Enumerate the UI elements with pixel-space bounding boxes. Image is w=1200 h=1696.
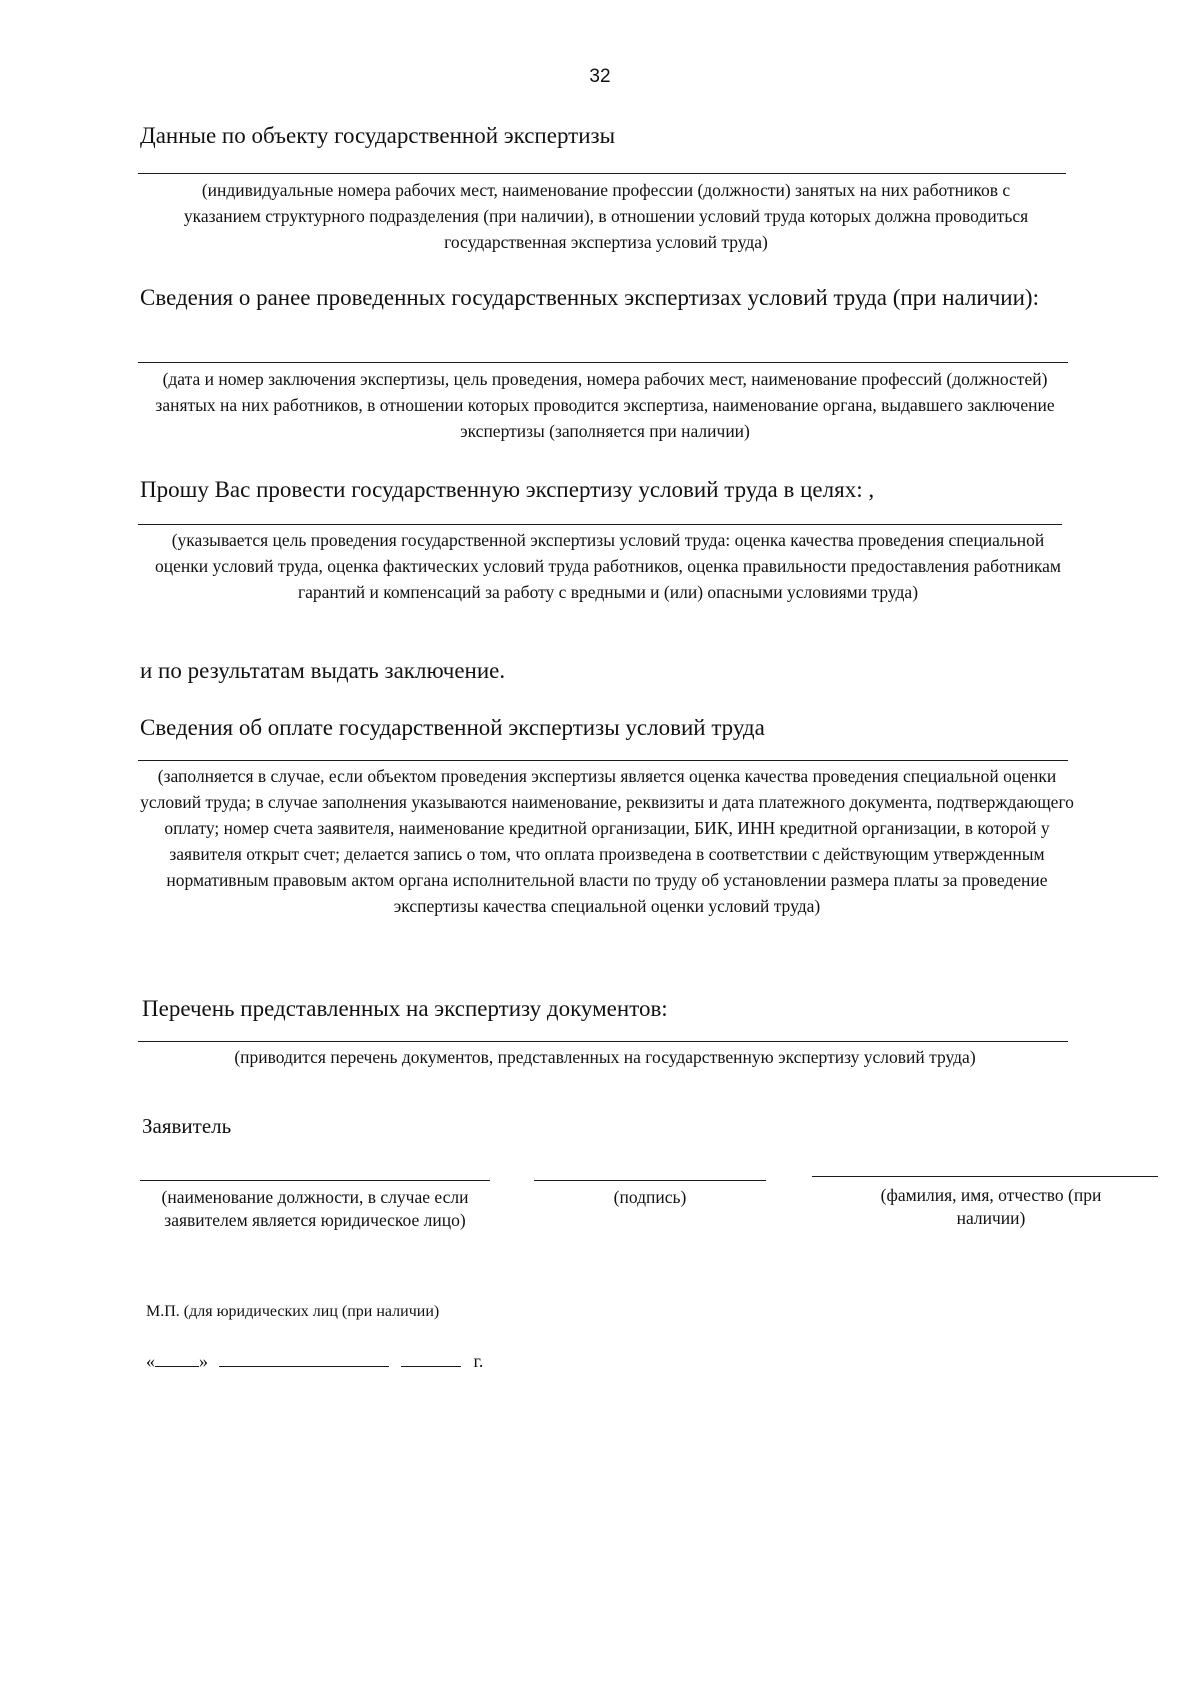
previous-fill-line[interactable]: [138, 362, 1068, 363]
object-note: (индивидуальные номера рабочих мест, наименование профессии (должности) занятых на них работников с указанием структурного подразделения (при наличии), в отношении условий труда которых должна проводиться государственная экспертиза условий труда): [183, 180, 1029, 252]
date-year-suffix: г.: [473, 1351, 484, 1371]
previous-heading: Сведения о ранее проведенных государственных экспертизах условий труда (при наличии):: [140, 285, 1039, 310]
date-year-field[interactable]: [401, 1350, 461, 1367]
page-number: 32: [589, 66, 611, 87]
position-fill-line[interactable]: [140, 1180, 490, 1181]
date-month-field[interactable]: [219, 1350, 389, 1367]
documents-fill-line[interactable]: [138, 1041, 1068, 1042]
payment-fill-line[interactable]: [138, 760, 1068, 761]
request-conclusion: и по результатам выдать заключение.: [140, 658, 506, 683]
name-caption: (фамилия, имя, отчество (при наличии): [880, 1185, 1102, 1228]
signature-caption: (подпись): [613, 1187, 687, 1207]
seal-label: М.П. (для юридических лиц (при наличии): [146, 1303, 440, 1320]
request-note: (указывается цель проведения государственной экспертизы условий труда: оценка качества проведения специальной оценки условий труда, оценка фактических условий труда работников, оценка правильности предоставления работникам гарантий и компенсаций за работу с вредными и (или) опасными условиями труда): [154, 530, 1061, 602]
signature-fill-line[interactable]: [534, 1180, 766, 1181]
documents-note: (приводится перечень документов, представленных на государственную экспертизу условий труда): [234, 1047, 976, 1067]
object-heading: Данные по объекту государственной экспертизы: [140, 123, 616, 148]
documents-heading: Перечень представленных на экспертизу документов:: [142, 996, 668, 1021]
applicant-label: Заявитель: [142, 1114, 232, 1138]
date-close-quote: »: [199, 1351, 208, 1371]
payment-heading: Сведения об оплате государственной экспертизы условий труда: [140, 715, 765, 740]
previous-note: (дата и номер заключения экспертизы, цель проведения, номера рабочих мест, наименование профессий (должностей) занятых на них работников, в отношении которых проводится экспертиза, наименование органа, выдавшего заключение экспертизы (заполняется при наличии): [155, 369, 1055, 441]
object-fill-line[interactable]: [138, 173, 1066, 174]
position-caption: (наименование должности, в случае если заявителем является юридическое лицо): [161, 1187, 469, 1230]
name-fill-line[interactable]: [812, 1176, 1158, 1177]
date-open-quote: «: [146, 1351, 155, 1371]
date-line: [146, 1350, 483, 1372]
date-day-field[interactable]: [155, 1350, 199, 1367]
payment-note: (заполняется в случае, если объектом проведения экспертизы является оценка качества проведения специальной оценки условий труда; в случае заполнения указываются наименование, реквизиты и дата платежного документа, подтверждающего оплату; номер счета заявителя, наименование кредитной организации, БИК, ИНН кредитной организации, в которой у заявителя открыт счет; делается запись о том, что оплата произведена в соответствии с действующим утвержденным нормативным правовым актом органа исполнительной власти по труду об установлении размера платы за проведение экспертизы качества специальной оценки условий труда): [140, 766, 1074, 916]
request-fill-line[interactable]: [138, 524, 1062, 525]
request-heading: Прошу Вас провести государственную экспертизу условий труда в целях: ,: [140, 477, 875, 502]
